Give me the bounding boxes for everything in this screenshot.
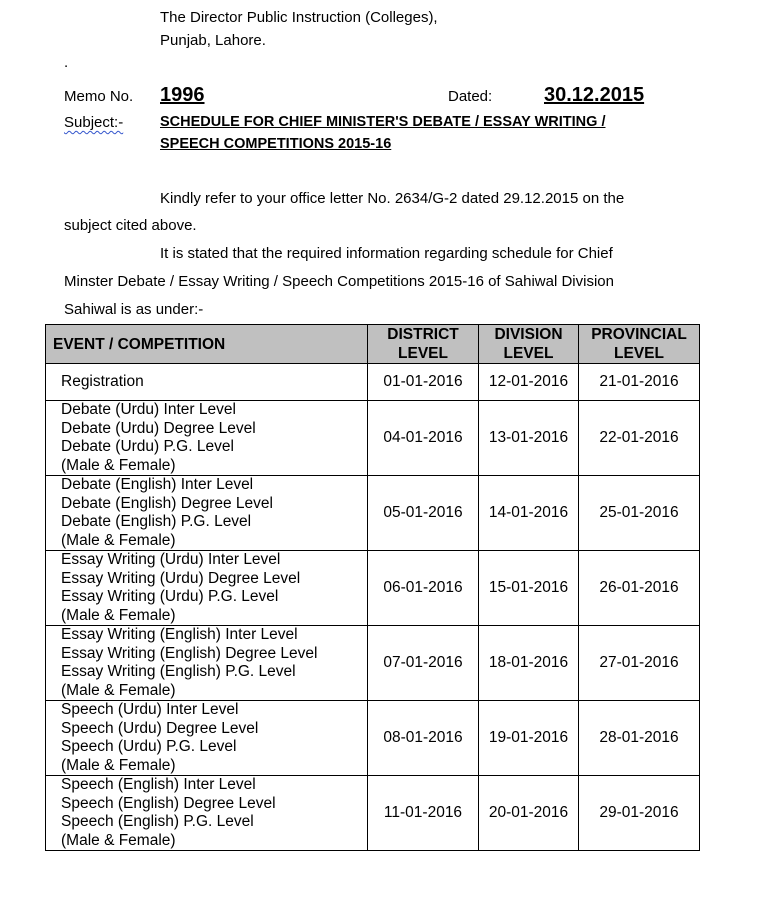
event-line: Speech (Urdu) Inter Level xyxy=(61,701,239,718)
para2-line-3: Sahiwal is as under:- xyxy=(64,301,204,318)
event-line: Speech (English) Inter Level xyxy=(61,776,256,793)
table-row xyxy=(46,626,700,701)
header-district-line-2: LEVEL xyxy=(398,345,448,362)
event-line: Essay Writing (English) Inter Level xyxy=(61,626,298,643)
para1-line-2: subject cited above. xyxy=(64,217,197,234)
stray-mark: . xyxy=(64,54,69,71)
division-date: 19-01-2016 xyxy=(479,701,579,776)
event-line: (Male & Female) xyxy=(61,756,176,774)
event-line: Essay Writing (Urdu) Inter Level xyxy=(61,551,281,568)
para2-line-2: Minster Debate / Essay Writing / Speech Competitions 2015-16 of Sahiwal Division xyxy=(64,273,614,290)
district-date: 04-01-2016 xyxy=(368,401,479,476)
district-date: 11-01-2016 xyxy=(368,776,479,851)
district-date: 07-01-2016 xyxy=(368,626,479,701)
table-row xyxy=(46,776,700,851)
division-date: 14-01-2016 xyxy=(479,476,579,551)
event-line: Debate (English) Inter Level xyxy=(61,476,254,493)
event-line: Debate (Urdu) P.G. Level xyxy=(61,438,234,455)
header-event: EVENT / COMPETITION xyxy=(46,325,368,364)
addressee-line-1: The Director Public Instruction (Colleges), xyxy=(160,9,438,26)
district-date: 08-01-2016 xyxy=(368,701,479,776)
dated-label: Dated: xyxy=(448,88,493,105)
event-line: Debate (English) Degree Level xyxy=(61,494,273,512)
event-line: Debate (English) P.G. Level xyxy=(61,513,252,530)
district-date: 05-01-2016 xyxy=(368,476,479,551)
para2-line-1: It is stated that the required information regarding schedule for Chief xyxy=(160,245,613,262)
event-line: (Male & Female) xyxy=(61,531,176,549)
event-line: Speech (English) P.G. Level xyxy=(61,813,254,830)
provincial-date: 29-01-2016 xyxy=(579,776,700,851)
header-division-line-2: LEVEL xyxy=(503,345,554,362)
para1-line-1: Kindly refer to your office letter No. 2634/G-2 dated 29.12.2015 on the xyxy=(160,190,625,207)
event-line: (Male & Female) xyxy=(61,681,176,699)
header-division-line-1: DIVISION xyxy=(494,326,563,343)
event-line: Essay Writing (English) P.G. Level xyxy=(61,663,296,680)
event-line: Speech (Urdu) Degree Level xyxy=(61,719,259,737)
provincial-date: 21-01-2016 xyxy=(579,364,700,401)
provincial-date: 27-01-2016 xyxy=(579,626,700,701)
memo-number: 1996 xyxy=(160,84,205,106)
event-line: Essay Writing (English) Degree Level xyxy=(61,644,318,662)
event-line: Speech (Urdu) P.G. Level xyxy=(61,738,237,755)
district-date: 06-01-2016 xyxy=(368,551,479,626)
provincial-date: 25-01-2016 xyxy=(579,476,700,551)
table-header-row xyxy=(46,325,700,364)
event-line: (Male & Female) xyxy=(61,456,176,474)
table-row xyxy=(46,551,700,626)
subject-label: Subject:- xyxy=(64,114,124,131)
table-row xyxy=(46,476,700,551)
addressee-line-2: Punjab, Lahore. xyxy=(160,32,266,49)
event-cell xyxy=(46,701,368,776)
district-date: 01-01-2016 xyxy=(368,364,479,401)
event-cell xyxy=(46,476,368,551)
header-district xyxy=(368,325,479,364)
table-row xyxy=(46,401,700,476)
event-line: Debate (Urdu) Inter Level xyxy=(61,401,236,418)
table-row xyxy=(46,364,700,401)
provincial-date: 26-01-2016 xyxy=(579,551,700,626)
event-cell xyxy=(46,626,368,701)
table-row xyxy=(46,701,700,776)
header-provincial-line-2: LEVEL xyxy=(614,345,664,362)
provincial-date: 22-01-2016 xyxy=(579,401,700,476)
memo-label: Memo No. xyxy=(64,88,134,105)
header-provincial-line-1: PROVINCIAL xyxy=(591,326,687,343)
event-cell xyxy=(46,776,368,851)
memo-date: 30.12.2015 xyxy=(544,84,645,106)
event-line: Registration xyxy=(61,372,144,390)
schedule-table xyxy=(45,324,700,851)
header-district-line-1: DISTRICT xyxy=(387,326,459,343)
subject-line-2: SPEECH COMPETITIONS 2015-16 xyxy=(160,136,392,152)
provincial-date: 28-01-2016 xyxy=(579,701,700,776)
event-line: Speech (English) Degree Level xyxy=(61,794,276,812)
event-line: Essay Writing (Urdu) Degree Level xyxy=(61,569,301,587)
event-cell xyxy=(46,551,368,626)
division-date: 12-01-2016 xyxy=(479,364,579,401)
event-line: Essay Writing (Urdu) P.G. Level xyxy=(61,588,279,605)
event-cell xyxy=(46,401,368,476)
header-division xyxy=(479,325,579,364)
event-line: (Male & Female) xyxy=(61,831,176,849)
event-line: Debate (Urdu) Degree Level xyxy=(61,419,256,437)
subject-line-1: SCHEDULE FOR CHIEF MINISTER'S DEBATE / ESSAY WRITING / xyxy=(160,114,606,130)
division-date: 18-01-2016 xyxy=(479,626,579,701)
division-date: 15-01-2016 xyxy=(479,551,579,626)
division-date: 20-01-2016 xyxy=(479,776,579,851)
header-provincial xyxy=(579,325,700,364)
event-cell xyxy=(46,364,368,401)
division-date: 13-01-2016 xyxy=(479,401,579,476)
event-line: (Male & Female) xyxy=(61,606,176,624)
